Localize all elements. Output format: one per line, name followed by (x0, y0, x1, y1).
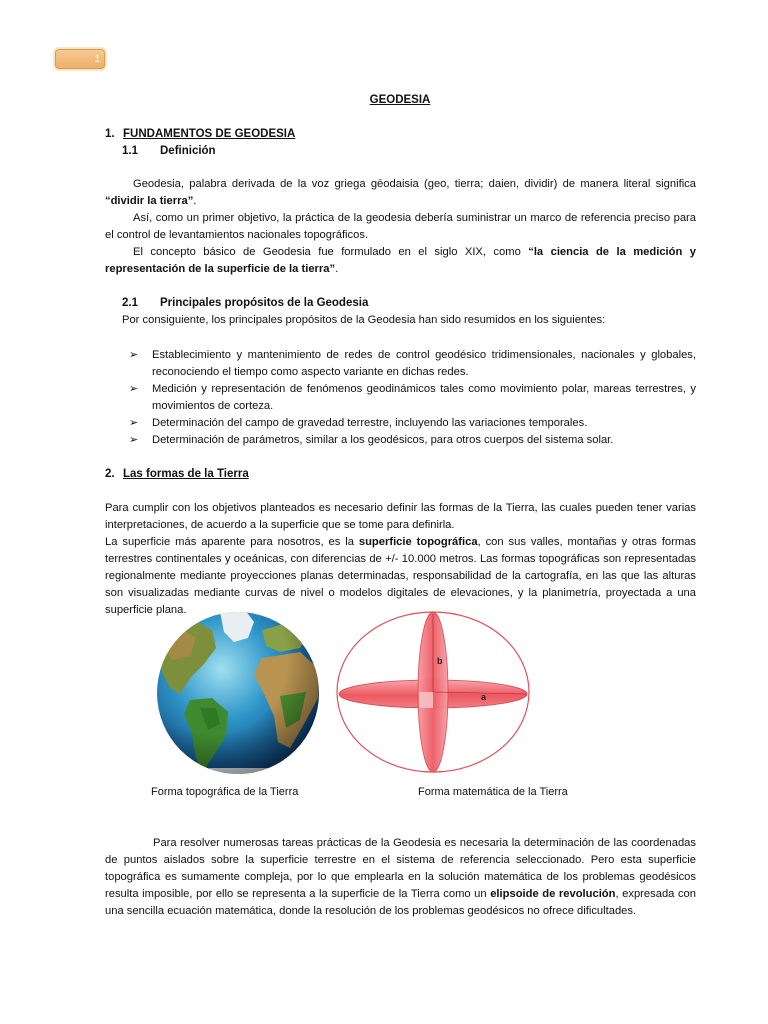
list-item (105, 381, 696, 415)
arrow-bullet-icon: ➢ (129, 417, 139, 429)
paragraph-concept-end: . (335, 263, 339, 275)
axis-a-label: a (481, 692, 487, 702)
paragraph-definition-bold: “dividir la tierra” (105, 195, 194, 207)
paragraph-topographic-bold: superficie topográfica (358, 536, 478, 548)
list-item-text: Determinación del campo de gravedad terrestre, incluyendo las variaciones temporales. (152, 417, 588, 429)
caption-topographic: Forma topográfica de la Tierra (151, 786, 299, 798)
list-item (105, 347, 696, 381)
paragraph-topographic-surface (105, 534, 696, 619)
ellipsoid-diagram (333, 608, 531, 778)
arrow-bullet-icon: ➢ (129, 434, 139, 446)
section-1-heading (105, 126, 295, 143)
paragraph-topographic-text: La superficie más aparente para nosotros, es la (105, 536, 359, 548)
subsection-1-1-title: Definición (160, 145, 216, 157)
list-item (105, 432, 696, 449)
purposes-list (105, 347, 696, 449)
arrow-bullet-icon: ➢ (129, 349, 139, 361)
section-1-title: FUNDAMENTOS DE GEODESIA (123, 128, 296, 140)
paragraph-earth-forms: Para cumplir con los objetivos planteados es necesario definir las formas de la Tierra, las cuales pueden tener varias interpretaciones, de acuerdo a la superficie que se tome para definirla. (105, 502, 696, 531)
subsection-1-1-heading (122, 143, 216, 160)
paragraph-ellipsoid-end: , expresada con una sencilla ecuación matemática, donde la resolución de los problemas geodésicos no ofrece dificultades. (105, 888, 697, 917)
subsection-2-1-heading (122, 295, 368, 312)
paragraph-definition (105, 176, 696, 210)
section-2-number: 2. (105, 468, 115, 480)
globe-image (150, 608, 326, 778)
paragraph-definition-end: . (193, 195, 197, 207)
list-item-text: Determinación de parámetros, similar a los geodésicos, para otros cuerpos del sistema solar. (152, 434, 614, 446)
paragraph-concept-text: El concepto básico de Geodesia fue formulado en el siglo XIX, como (133, 246, 529, 258)
caption-mathematical: Forma matemática de la Tierra (418, 786, 568, 798)
list-item (105, 415, 696, 432)
paragraph-concept (105, 244, 696, 278)
page-number-badge: 1 (55, 49, 105, 69)
subsection-2-1-number: 2.1 (122, 297, 138, 309)
axis-b-label: b (437, 656, 443, 666)
section-2-title: Las formas de la Tierra (123, 468, 249, 480)
paragraph-objective: Así, como un primer objetivo, la práctica de la geodesia debería suministrar un marco de referencia preciso para el control de levantamientos nacionales topográficos. (105, 212, 696, 241)
arrow-bullet-icon: ➢ (129, 383, 139, 395)
paragraph-definition-text: Geodesia, palabra derivada de la voz griega gēodaisia (geo, tierra; daien, dividir) de manera literal significa (133, 178, 696, 190)
subsection-1-1-number: 1.1 (122, 145, 138, 157)
document-title: GEODESIA (369, 94, 431, 106)
list-item-text: Medición y representación de fenómenos geodinámicos tales como movimiento polar, mareas terrestres, y movimientos de corteza. (152, 383, 696, 412)
paragraph-ellipsoid (105, 835, 696, 920)
paragraph-ellipsoid-text: Para resolver numerosas tareas prácticas de la Geodesia es necesaria la determinación de las coordenadas de puntos aislados sobre la superficie terrestre en el sistema de referencia seleccionado. Pero esta superficie topográfica es sumamente compleja, por lo que emplearla en la solución matemática de los problemas geodésicos resulta imposible, por ello se representa a la superficie de la Tierra como un (105, 837, 696, 900)
paragraph-ellipsoid-bold: elipsoide de revolución (490, 888, 616, 900)
paragraph-purposes-intro: Por consiguiente, los principales propósitos de la Geodesia han sido resumidos en los siguientes: (122, 314, 606, 326)
subsection-2-1-title: Principales propósitos de la Geodesia (160, 297, 369, 309)
list-item-text: Establecimiento y mantenimiento de redes de control geodésico tridimensionales, nacionales y globales, reconociendo el tiempo como aspecto variante en dichas redes. (152, 349, 696, 378)
paragraph-concept-bold: “la ciencia de la medición y representación de la superficie de la tierra” (105, 246, 696, 275)
paragraph-topographic-end: , con sus valles, montañas y otras formas terrestres continentales y oceánicas, con diferencias de +/- 10.000 metros. Las formas topográficas son representadas regionalmente mediante proyecciones planas determinadas, responsabilidad de la cartografía, en las que las alturas son visualizadas mediante curvas de nivel o modelos digitales de elevaciones, y la planimetría, proyectada a una superficie plana. (105, 536, 697, 616)
section-2-heading (105, 466, 249, 483)
section-1-number: 1. (105, 128, 115, 140)
